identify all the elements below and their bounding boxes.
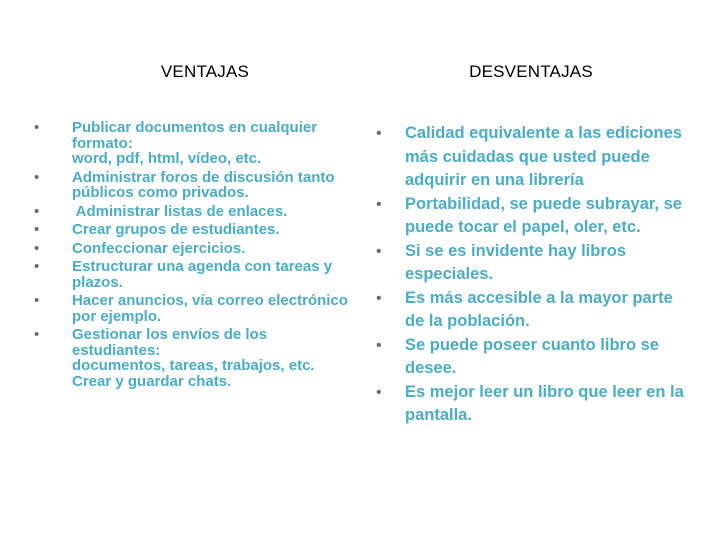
list-item (30, 222, 350, 238)
list-item (30, 259, 350, 290)
list-item-text: Portabilidad, se puede subrayar, se puede tocar el papel, oler, etc. (405, 194, 682, 236)
desventajas-title: DESVENTAJAS (469, 62, 593, 81)
list-item-text: Es mejor leer un libro que leer en la pantalla. (405, 382, 684, 424)
list-item-extra: documentos, tareas, trabajos, etc. (72, 357, 315, 374)
list-item-extra: Crear y guardar chats. (72, 372, 232, 390)
list-item (370, 193, 690, 240)
list-item (370, 122, 690, 193)
list-item-extra: word, pdf, html, vídeo, etc. (72, 150, 262, 167)
bullet-icon: • (34, 239, 40, 257)
list-item (370, 287, 690, 334)
bullet-icon: • (376, 289, 382, 307)
bullet-icon: • (34, 258, 40, 275)
list-item-text: Estructurar una agenda con tareas y plazos. (72, 258, 333, 291)
bullet-icon: • (376, 125, 382, 142)
list-item (370, 381, 690, 428)
bullet-icon: • (34, 292, 40, 309)
bullet-icon: • (34, 119, 40, 136)
list-item-text: Crear grupos de estudiantes. (72, 221, 280, 238)
bullet-icon: • (376, 336, 382, 354)
list-item-text: Si se es invidente hay libros especiales. (405, 241, 627, 283)
ventajas-title: VENTAJAS (160, 62, 250, 81)
bullet-icon: • (34, 221, 40, 238)
bullet-icon: • (376, 383, 382, 401)
bullet-icon: • (376, 195, 382, 213)
list-item (30, 327, 350, 389)
list-item-text: Publicar documentos en cualquier formato: (72, 119, 318, 152)
bullet-icon: • (376, 242, 382, 260)
list-item-text: Se puede poseer cuanto libro se desee. (405, 335, 659, 377)
list-item-text: Gestionar los envíos de los estudiantes: (72, 326, 268, 359)
list-item-text: Hacer anuncios, vía correo electrónico por ejemplo. (72, 292, 348, 325)
bullet-icon: • (34, 326, 40, 343)
list-item (30, 204, 350, 220)
bullet-icon: • (34, 168, 40, 186)
list-item-text: Calidad equivalente a las ediciones más cuidadas que usted puede adquirir en una librería (405, 124, 682, 189)
bullet-icon: • (34, 202, 40, 220)
list-item (30, 241, 350, 257)
list-item-text: Administrar listas de enlaces. (72, 202, 288, 220)
list-item-text: Confeccionar ejercicios. (72, 239, 246, 257)
list-item (30, 293, 350, 324)
ventajas-list (30, 120, 350, 392)
list-item (30, 170, 350, 201)
list-item (370, 334, 690, 381)
list-item (370, 240, 690, 287)
list-item (30, 120, 350, 167)
list-item-text: Es más accesible a la mayor parte de la población. (405, 288, 673, 330)
list-item-text: Administrar foros de discusión tanto públicos como privados. (72, 168, 335, 201)
desventajas-list (370, 122, 690, 428)
